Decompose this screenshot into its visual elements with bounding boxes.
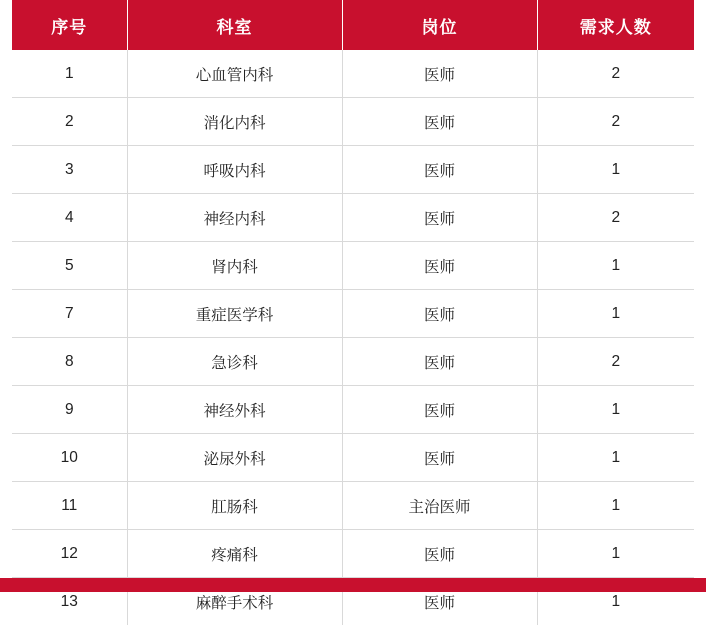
cell-headcount: 1 [537,482,694,530]
cell-headcount: 2 [537,194,694,242]
cell-headcount: 1 [537,530,694,578]
cell-department: 呼吸内科 [127,146,342,194]
table-row [12,50,694,98]
cell-index: 8 [12,338,127,386]
cell-index: 10 [12,434,127,482]
column-header-department: 科室 [127,0,342,50]
cell-position: 医师 [342,530,537,578]
cell-department: 肾内科 [127,242,342,290]
table-row [12,290,694,338]
cell-position: 医师 [342,194,537,242]
cell-department: 神经外科 [127,386,342,434]
cell-department: 泌尿外科 [127,434,342,482]
table-body [12,50,694,625]
table-row [12,482,694,530]
cell-headcount: 1 [537,434,694,482]
cell-headcount: 2 [537,98,694,146]
column-header-headcount: 需求人数 [537,0,694,50]
cell-position: 医师 [342,242,537,290]
cell-index: 13 [12,578,127,625]
cell-index: 1 [12,50,127,98]
cell-position: 医师 [342,290,537,338]
bottom-accent-bar [0,578,706,592]
table-row [12,194,694,242]
cell-position: 医师 [342,434,537,482]
cell-position: 主治医师 [342,482,537,530]
cell-headcount: 1 [537,386,694,434]
cell-position: 医师 [342,338,537,386]
cell-department: 麻醉手术科 [127,578,342,625]
cell-index: 12 [12,530,127,578]
cell-position: 医师 [342,386,537,434]
cell-index: 5 [12,242,127,290]
table-row [12,338,694,386]
cell-headcount: 1 [537,242,694,290]
cell-department: 急诊科 [127,338,342,386]
table-row [12,242,694,290]
cell-headcount: 1 [537,146,694,194]
cell-department: 消化内科 [127,98,342,146]
cell-position: 医师 [342,146,537,194]
cell-position: 医师 [342,50,537,98]
cell-headcount: 2 [537,50,694,98]
cell-department: 神经内科 [127,194,342,242]
table-header-row [12,0,694,50]
cell-index: 11 [12,482,127,530]
cell-index: 2 [12,98,127,146]
cell-department: 重症医学科 [127,290,342,338]
table-row [12,98,694,146]
cell-department: 疼痛科 [127,530,342,578]
table-header [12,0,694,50]
cell-department: 心血管内科 [127,50,342,98]
cell-index: 4 [12,194,127,242]
cell-index: 9 [12,386,127,434]
cell-position: 医师 [342,578,537,625]
cell-headcount: 2 [537,338,694,386]
column-header-index: 序号 [12,0,127,50]
cell-index: 3 [12,146,127,194]
cell-headcount: 1 [537,578,694,625]
cell-headcount: 1 [537,290,694,338]
table-row [12,434,694,482]
recruitment-table [12,0,694,625]
table-row [12,530,694,578]
cell-position: 医师 [342,98,537,146]
column-header-position: 岗位 [342,0,537,50]
table-row [12,386,694,434]
cell-department: 肛肠科 [127,482,342,530]
cell-index: 7 [12,290,127,338]
table-row [12,146,694,194]
